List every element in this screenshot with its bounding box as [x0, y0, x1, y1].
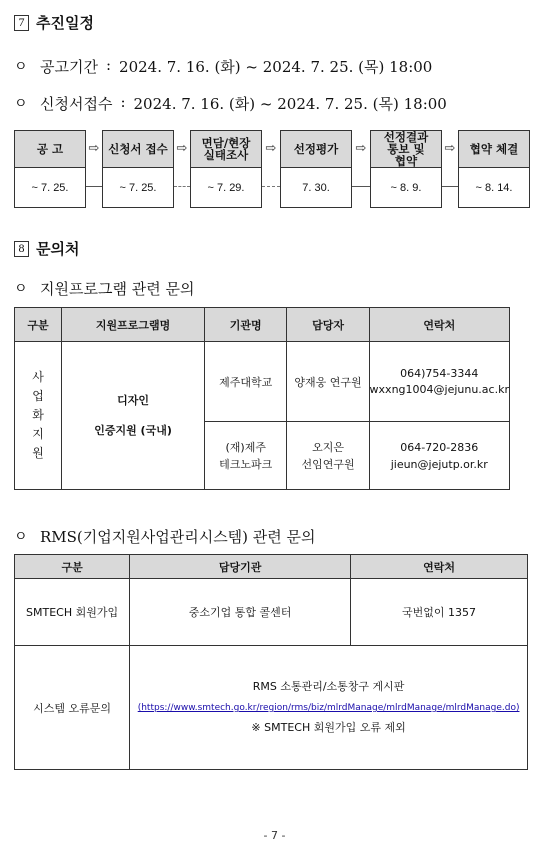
step-date: 7. 30. [302, 181, 330, 194]
bullet-icon: ㅇ [14, 95, 28, 111]
person-cell: 양재웅 연구원 [287, 342, 369, 422]
section-number-box: 8 [14, 241, 29, 257]
rms-heading-text: RMS(기업지원사업관리시스템) 관련 문의 [40, 528, 316, 546]
section-number-box: 7 [14, 15, 29, 31]
org-cell: 제주대학교 [204, 342, 287, 422]
board-title: RMS 소통관리/소통창구 게시판 [252, 680, 405, 693]
contact-cell [369, 422, 509, 490]
program-name-line: 디자인 [117, 393, 149, 407]
schedule-step-application [102, 130, 174, 208]
header-cell: 담당자 [287, 308, 369, 342]
connector-line [174, 186, 190, 187]
apply-sep: : [120, 93, 126, 111]
section-title-text: 추진일정 [36, 14, 94, 32]
table-header-row [15, 308, 510, 342]
step-date: ~ 7. 25. [31, 181, 69, 194]
step-title: 신청서 접수 [103, 131, 173, 168]
person-cell: 오지은 선임연구원 [287, 422, 369, 490]
connector-line [262, 186, 280, 187]
schedule-step-contract [458, 130, 530, 208]
org-cell: (재)제주 테크노파크 [204, 422, 287, 490]
schedule-step-result [370, 130, 442, 208]
step-title: 공 고 [15, 131, 85, 168]
schedule-step-interview [190, 130, 262, 208]
apply-label: 신청서접수 [40, 95, 113, 113]
program-name-line: 인증지원 (국내) [94, 423, 172, 437]
table-row [15, 646, 528, 770]
category-cell: 사 업 화 지 원 [15, 342, 62, 490]
phone-text: 064)754-3344 [400, 366, 479, 380]
type-cell: 시스템 오류문의 [15, 646, 130, 770]
announce-label: 공고기간 [40, 58, 98, 76]
step-date: ~ 7. 25. [119, 181, 157, 194]
connector-line [442, 186, 458, 187]
rms-inquiry-table [14, 554, 528, 770]
header-cell: 구분 [15, 308, 62, 342]
email-text: wxxng1004@jejunu.ac.kr [369, 382, 509, 396]
arrow-right-icon: ⇨ [265, 141, 277, 156]
type-cell: SMTECH 회원가입 [15, 579, 130, 646]
arrow-right-icon: ⇨ [355, 141, 367, 156]
program-inquiry-heading [14, 278, 194, 299]
org-cell: 중소기업 통합 콜센터 [130, 579, 351, 646]
contact-cell: 국번없이 1357 [351, 579, 528, 646]
rms-board-link[interactable]: (https://www.smtech.go.kr/region/rms/biz/mlrdManage/mlrdManage/mlrdManage.do) [137, 703, 520, 713]
announce-period-line [14, 56, 432, 77]
step-title: 면담/현장 실태조사 [191, 131, 261, 168]
step-title: 선정결과 통보 및 협약 [371, 131, 441, 168]
arrow-right-icon: ⇨ [176, 141, 188, 156]
header-cell: 연락처 [351, 555, 528, 579]
table-row [15, 579, 528, 646]
arrow-right-icon: ⇨ [88, 141, 100, 156]
section-7-title [14, 12, 94, 33]
header-cell: 구분 [15, 555, 130, 579]
email-text: jieun@jejutp.or.kr [390, 457, 488, 471]
page-number: - 7 - [263, 829, 286, 842]
program-inquiry-table [14, 307, 510, 490]
header-cell: 담당기관 [130, 555, 351, 579]
step-date: ~ 8. 14. [475, 181, 513, 194]
arrow-right-icon: ⇨ [444, 141, 456, 156]
connector-line [86, 186, 102, 187]
section-title-text: 문의처 [36, 240, 80, 258]
header-cell: 기관명 [204, 308, 287, 342]
bullet-icon: ㅇ [14, 280, 28, 296]
connector-line [352, 186, 370, 187]
announce-value: 2024. 7. 16. (화) ~ 2024. 7. 25. (목) 18:00 [119, 58, 433, 76]
schedule-step-announce [14, 130, 86, 208]
bullet-icon: ㅇ [14, 58, 28, 74]
step-title: 선정평가 [281, 131, 351, 168]
schedule-flow [14, 130, 532, 208]
rms-board-cell [130, 646, 528, 770]
header-cell: 연락처 [369, 308, 509, 342]
program-heading-text: 지원프로그램 관련 문의 [40, 280, 195, 298]
step-title: 협약 체결 [459, 131, 529, 168]
board-note: ※ SMTECH 회원가입 오류 제외 [251, 721, 406, 734]
table-header-row [15, 555, 528, 579]
header-cell: 지원프로그램명 [62, 308, 205, 342]
schedule-step-evaluation [280, 130, 352, 208]
step-date: ~ 8. 9. [390, 181, 422, 194]
rms-inquiry-heading [14, 526, 316, 547]
apply-period-line [14, 93, 447, 114]
bullet-icon: ㅇ [14, 528, 28, 544]
program-name-cell [62, 342, 205, 490]
phone-text: 064-720-2836 [400, 440, 479, 454]
announce-sep: : [105, 56, 112, 74]
step-date: ~ 7. 29. [207, 181, 245, 194]
table-row [15, 342, 510, 422]
apply-value: 2024. 7. 16. (화) ~ 2024. 7. 25. (목) 18:00 [133, 95, 447, 113]
contact-cell [369, 342, 509, 422]
section-8-title [14, 238, 79, 259]
